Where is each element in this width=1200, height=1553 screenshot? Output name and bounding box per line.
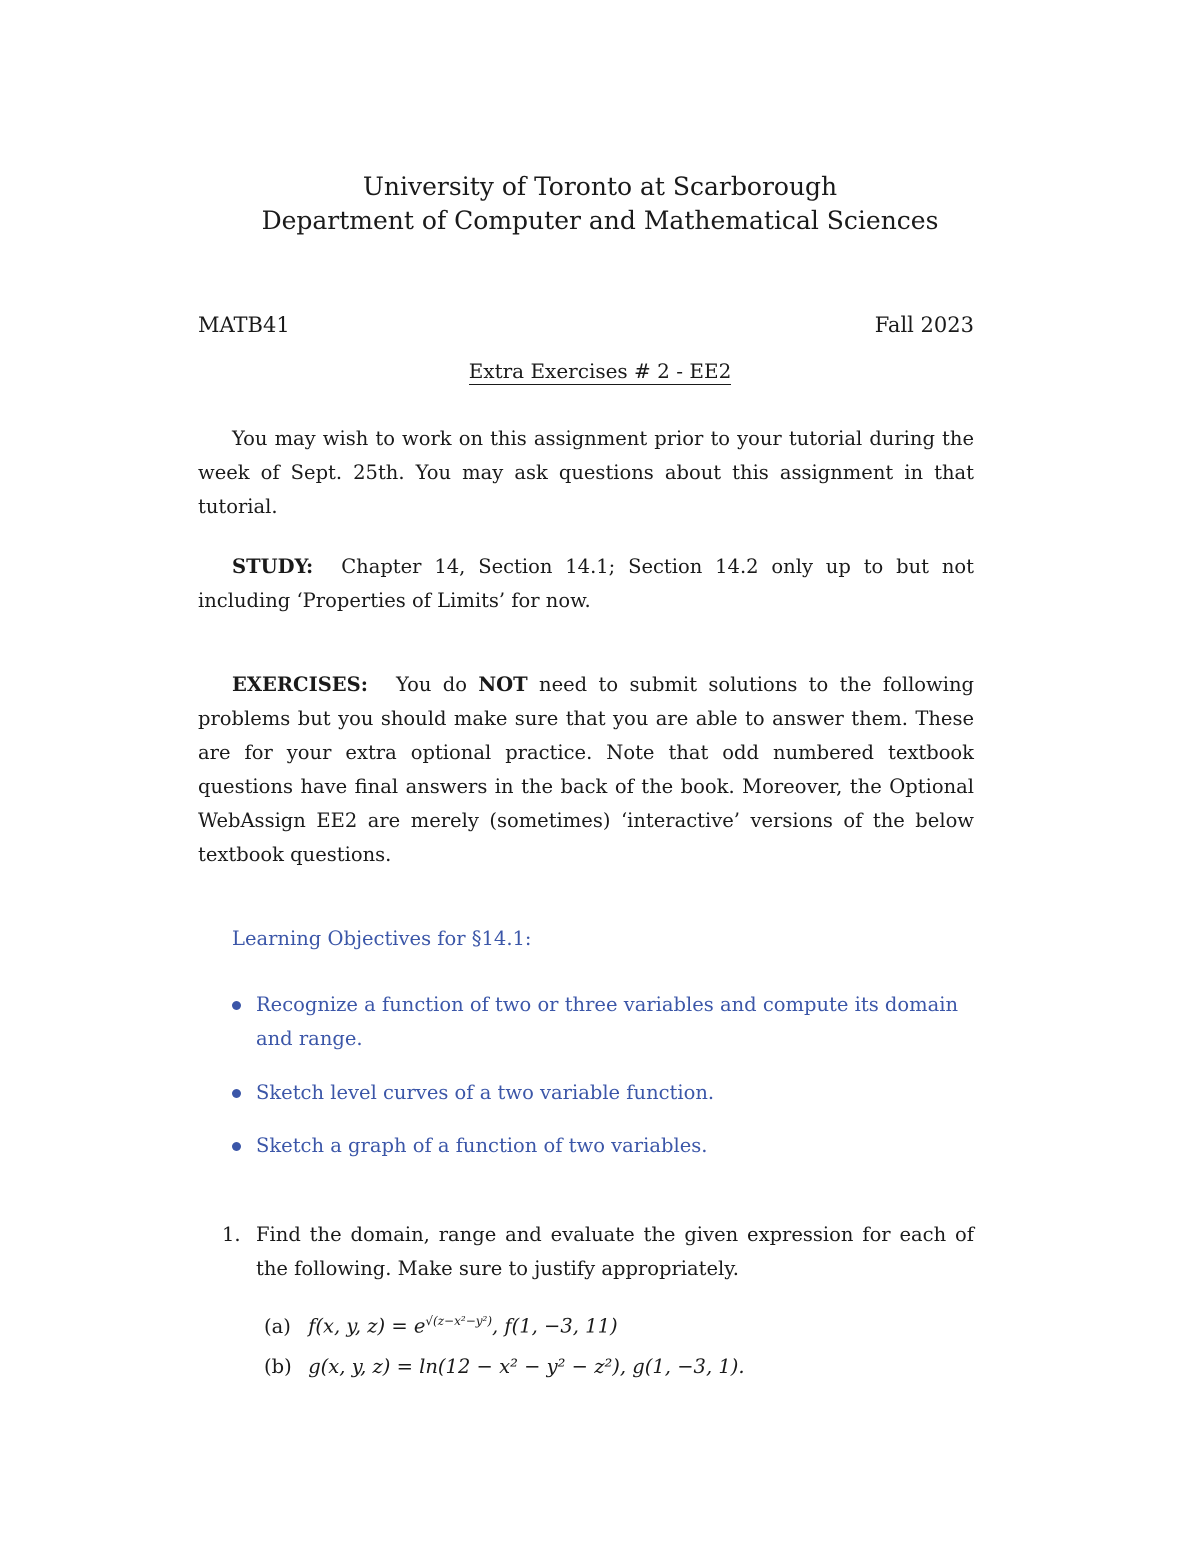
part-label: (a) <box>264 1314 291 1338</box>
university-name: University of Toronto at Scarborough <box>362 172 838 201</box>
exercises-label: EXERCISES: <box>232 673 368 696</box>
department-name: Department of Computer and Mathematical Sciences <box>261 206 939 235</box>
intro-paragraph: You may wish to work on this assignment prior to your tutorial during the week of Sept. 25th. You may ask questions about this assignment in that tutorial. <box>198 427 974 518</box>
learning-objective-text: Recognize a function of two or three variables and compute its domain and range. <box>256 993 959 1050</box>
exercises-paragraph <box>198 668 974 872</box>
question-1a <box>264 1304 618 1344</box>
bullet-icon <box>232 1142 241 1151</box>
study-paragraph <box>198 550 974 618</box>
assignment-title <box>0 356 1200 386</box>
course-code: MATB41 <box>198 313 290 337</box>
part-tail: , f(1, −3, 11) <box>492 1314 618 1338</box>
part-label: (b) <box>264 1355 292 1378</box>
learning-objective-text: Sketch a graph of a function of two variables. <box>256 1134 708 1157</box>
part-exponent: √(z−x²−y²) <box>425 1314 493 1328</box>
part-expression: f(x, y, z) = e <box>308 1314 426 1338</box>
part-tail: , g(1, −3, 1). <box>619 1355 745 1378</box>
question-number: 1. <box>222 1223 241 1246</box>
bullet-icon <box>232 1001 241 1010</box>
study-label: STUDY: <box>232 555 314 578</box>
exercises-text-before: You do <box>395 673 467 696</box>
document-header <box>0 170 1200 238</box>
study-text: Chapter 14, Section 14.1; Section 14.2 only up to but not including ‘Properties of Limits’ for now. <box>198 555 974 612</box>
exercises-emphasis: NOT <box>478 673 528 696</box>
bullet-icon <box>232 1089 241 1098</box>
question-1b <box>264 1350 745 1384</box>
assignment-title-text: Extra Exercises # 2 - EE2 <box>468 359 732 383</box>
course-term: Fall 2023 <box>874 313 974 337</box>
exercises-text-after: need to submit solutions to the following problems but you should make sure that you are able to answer them. These are for your extra optional practice. Note that odd numbered textbook questions have final answers in the back of the book. Moreover, the Optional WebAssign EE2 are merely (sometimes) ‘interactive’ versions of the below textbook questions. <box>198 673 975 866</box>
question-text: Find the domain, range and evaluate the given expression for each of the following. Make sure to justify appropriately. <box>256 1223 974 1280</box>
learning-objectives-title: Learning Objectives for §14.1: <box>232 927 532 950</box>
learning-objective-text: Sketch level curves of a two variable function. <box>256 1081 715 1104</box>
part-expression: g(x, y, z) = ln(12 − x² − y² − z²) <box>308 1355 620 1378</box>
